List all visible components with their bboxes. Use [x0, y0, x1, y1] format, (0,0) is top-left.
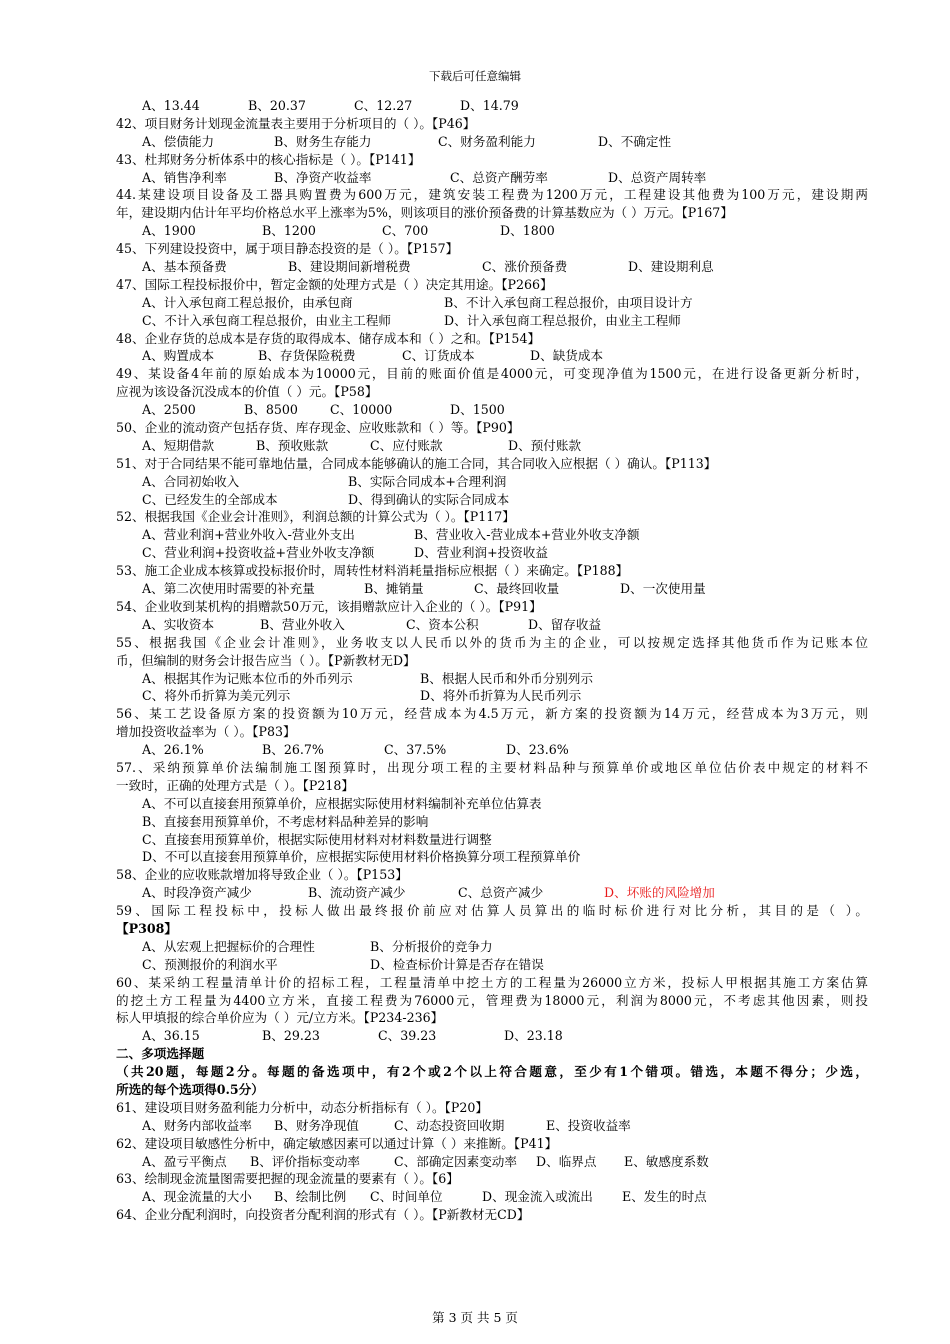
question-line-wrapped: 60、某采纳工程量清单计价的招标工程，工程量清单中挖土方的工程量为26000立方米，投标人甲根据其施工方案估算 [116, 974, 868, 990]
question-line: 年，建设期内估计年平均价格总水平上涨率为5%，则该项目的涨价预备费的计算基数应为（ ）万元。【P167】 [116, 205, 733, 221]
question-line: 应视为该设备沉没成本的价值（ ）元。【P58】 [116, 384, 378, 400]
option-item: C、39.23 [378, 1028, 437, 1044]
option-item: E、发生的时点 [622, 1189, 707, 1205]
option-item: A、合同初始收入 [142, 473, 240, 489]
question-line: 【P308】 [116, 920, 177, 936]
question-line: 45、下列建设投资中，属于项目静态投资的是（ ）。【P157】 [116, 241, 459, 257]
option-item: D、现金流入或流出 [482, 1189, 593, 1205]
option-item: A、第二次使用时需要的补充量 [142, 581, 315, 597]
option-item: D、不可以直接套用预算单价，应根据实际使用材料价格换算分项工程预算单价 [142, 849, 581, 865]
question-line-wrapped: 49、某设备4年前的原始成本为10000元，目前的账面价值是4000元，可变现净值为1500元，在进行设备更新分析时， [116, 366, 868, 382]
option-item: D、留存收益 [528, 616, 602, 632]
option-item: B、营业外收入 [260, 616, 345, 632]
option-item: A、计入承包商工程总报价，由承包商 [142, 294, 353, 310]
option-item: A、2500 [142, 402, 196, 418]
question-line: 42、项目财务计划现金流量表主要用于分析项目的（ ）。【P46】 [116, 115, 476, 131]
option-item: C、已经发生的全部成本 [142, 491, 278, 507]
option-item: B、建设期间新增税费 [288, 259, 411, 275]
option-row [116, 831, 868, 849]
question-content [116, 97, 868, 1224]
option-item: C、财务盈利能力 [438, 133, 536, 149]
option-item: B、存货保险税费 [258, 348, 356, 364]
question-line: 58、企业的应收账款增加将导致企业（ ）。【P153】 [116, 867, 408, 883]
option-row [116, 491, 868, 509]
option-row [116, 1153, 868, 1171]
option-row [116, 294, 868, 312]
option-item: D、预付账款 [508, 437, 582, 453]
option-item: B、29.23 [262, 1028, 320, 1044]
option-item: D、不确定性 [598, 133, 672, 149]
option-item: C、资本公积 [406, 616, 479, 632]
question-line: 标人甲填报的综合单价应为（ ）元/立方米。【P234-236】 [116, 1010, 444, 1026]
option-item: B、营业收入-营业成本+营业外收支净额 [414, 527, 640, 543]
option-item: A、偿债能力 [142, 133, 215, 149]
question-line: 二、多项选择题 [116, 1046, 205, 1062]
option-row [116, 741, 868, 759]
option-item: B、评价指标变动率 [250, 1153, 361, 1169]
option-item: D、将外币折算为人民币列示 [420, 688, 582, 704]
option-item: A、销售净利率 [142, 169, 227, 185]
option-row [116, 670, 868, 688]
option-item: B、实际合同成本+合理利润 [348, 473, 507, 489]
option-item: D、缺货成本 [530, 348, 604, 364]
question-line: 所选的每个选项得0.5分） [116, 1081, 264, 1097]
option-item: C、总资产减少 [458, 885, 544, 901]
option-row [116, 687, 868, 705]
option-row [116, 813, 868, 831]
question-line: 一致时，正确的处理方式是（ ）。【P218】 [116, 777, 355, 793]
question-line: 53、施工企业成本核算或投标报价时，周转性材料消耗量指标应根据（ ）来确定。【P188】 [116, 563, 629, 579]
option-item: A、购置成本 [142, 348, 215, 364]
option-item: B、根据人民币和外币分别列示 [420, 670, 593, 686]
option-item: E、投资收益率 [546, 1117, 631, 1133]
option-item: D、23.6% [506, 742, 569, 758]
option-item: D、坏账的风险增加 [604, 885, 715, 901]
question-line-wrapped: 56、某工艺设备原方案的投资额为10万元，经营成本为4.5万元，新方案的投资额为14万元，经营成本为3万元，则 [116, 706, 868, 722]
question-line: 43、杜邦财务分析体系中的核心指标是（ ）。【P141】 [116, 151, 421, 167]
option-item: B、直接套用预算单价，不考虑材料品种差异的影响 [142, 813, 429, 829]
option-item: C、不计入承包商工程总报价，由业主工程师 [142, 312, 391, 328]
option-item: A、从宏观上把握标价的合理性 [142, 938, 315, 954]
option-row [116, 580, 868, 598]
option-item: D、23.18 [504, 1028, 563, 1044]
option-item: A、时段净资产减少 [142, 885, 252, 901]
option-item: D、总资产周转率 [608, 169, 707, 185]
question-line: 币，但编制的财务会计报告应当（ ）。【P新教材无D】 [116, 652, 416, 668]
option-row [116, 616, 868, 634]
question-line-wrapped: 57.、采纳预算单价法编制施工图预算时，出现分项工程的主要材料品种与预算单价或地区单位估价表中规定的材料不 [116, 759, 868, 775]
option-item: C、10000 [330, 402, 393, 418]
option-row [116, 401, 868, 419]
option-item: B、分析报价的竞争力 [370, 938, 493, 954]
question-line-wrapped: 59、国际工程投标中，投标人做出最终报价前应对估算人员算出的临时标价进行对比分析，其目的是（ ）。 [116, 903, 868, 919]
option-item: D、1500 [450, 402, 505, 418]
option-item: D、营业利润+投资收益 [414, 545, 548, 561]
option-item: B、1200 [262, 223, 316, 239]
question-line: 52、根据我国《企业会计准则》，利润总额的计算公式为（ ）。【P117】 [116, 509, 515, 525]
option-item: C、订货成本 [402, 348, 475, 364]
question-line: 63、绘制现金流量图需要把握的现金流量的要素有（ ）。【6】 [116, 1171, 459, 1187]
option-item: A、26.1% [142, 742, 204, 758]
option-item: C、营业利润+投资收益+营业外收支净额 [142, 545, 375, 561]
option-item: C、将外币折算为美元列示 [142, 688, 291, 704]
option-item: C、预测报价的利润水平 [142, 956, 278, 972]
option-row [116, 312, 868, 330]
option-item: D、检查标价计算是否存在错误 [370, 956, 544, 972]
option-row [116, 1188, 868, 1206]
question-line: 47、国际工程投标报价中，暂定金额的处理方式是（ ）决定其用途。【P266】 [116, 276, 553, 292]
question-line: 51、对于合同结果不能可靠地估量，合同成本能够确认的施工合同，其合同收入应根据（ ）确认。【P113】 [116, 455, 717, 471]
option-item: A、根据其作为记账本位币的外币列示 [142, 670, 353, 686]
option-item: A、不可以直接套用预算单价，应根据实际使用材料编制补充单位估算表 [142, 795, 542, 811]
question-line: 64、企业分配利润时，向投资者分配利润的形式有（ ）。【P新教材无CD】 [116, 1207, 530, 1223]
option-row [116, 222, 868, 240]
option-item: D、建设期利息 [628, 259, 714, 275]
question-line: 50、企业的流动资产包括存货、库存现金、应收账款和（ ）等。【P90】 [116, 420, 520, 436]
option-item: B、财务净现值 [274, 1117, 359, 1133]
option-item: B、8500 [244, 402, 298, 418]
option-item: C、总资产酬劳率 [450, 169, 548, 185]
option-row [116, 795, 868, 813]
option-item: B、流动资产减少 [308, 885, 406, 901]
option-item: B、预收账款 [256, 437, 329, 453]
option-row [116, 938, 868, 956]
option-item: B、财务生存能力 [274, 133, 372, 149]
option-item: A、1900 [142, 223, 196, 239]
option-row [116, 956, 868, 974]
option-item: B、绘制比例 [274, 1189, 347, 1205]
option-item: C、700 [382, 223, 429, 239]
option-row [116, 526, 868, 544]
option-row [116, 258, 868, 276]
option-item: A、基本预备费 [142, 259, 227, 275]
option-item: C、直接套用预算单价，根据实际使用材料对材料数量进行调整 [142, 831, 492, 847]
option-item: D、1800 [500, 223, 555, 239]
option-item: C、部确定因素变动率 [394, 1153, 517, 1169]
option-row [116, 97, 868, 115]
question-line: 增加投资收益率为（ ）。【P83】 [116, 724, 296, 740]
option-item: D、计入承包商工程总报价，由业主工程师 [444, 312, 681, 328]
option-row [116, 1117, 868, 1135]
option-item: A、现金流量的大小 [142, 1189, 252, 1205]
option-item: D、得到确认的实际合同成本 [348, 491, 510, 507]
question-line: 54、企业收到某机构的捐赠款50万元，该捐赠款应计入企业的（ ）。【P91】 [116, 598, 542, 614]
question-line-wrapped: 的挖土方工程量为4400立方米，直接工程费为76000元，管理费为18000元，利润为8000元，不考虑其他因素，则投 [116, 992, 868, 1008]
page-header: 下载后可任意编辑 [429, 69, 521, 83]
option-item: A、实收资本 [142, 616, 215, 632]
option-item: B、26.7% [262, 742, 324, 758]
option-item: C、应付账款 [370, 437, 443, 453]
option-row [116, 1027, 868, 1045]
question-line-wrapped: 44.某建设项目设备及工器具购置费为600万元，建筑安装工程费为1200万元，工程建设其他费为100万元，建设期两 [116, 187, 868, 203]
option-item: A、短期借款 [142, 437, 215, 453]
option-item: C、时间单位 [370, 1189, 443, 1205]
option-item: C、37.5% [384, 742, 447, 758]
page-footer: 第 3 页 共 5 页 [432, 1310, 518, 1325]
option-item: A、盈亏平衡点 [142, 1153, 227, 1169]
option-item: B、摊销量 [364, 581, 424, 597]
option-row [116, 544, 868, 562]
option-item: D、14.79 [460, 98, 519, 113]
option-item: C、12.27 [354, 98, 413, 113]
option-row [116, 133, 868, 151]
option-item: C、涨价预备费 [482, 259, 568, 275]
option-item: B、20.37 [248, 98, 306, 113]
option-item: B、不计入承包商工程总报价，由项目设计方 [444, 294, 693, 310]
option-item: A、13.44 [142, 98, 200, 113]
option-item: A、财务内部收益率 [142, 1117, 252, 1133]
option-item: C、动态投资回收期 [394, 1117, 505, 1133]
option-row [116, 437, 868, 455]
option-row [116, 169, 868, 187]
question-line: 48、企业存货的总成本是存货的取得成本、储存成本和（ ）之和。【P154】 [116, 330, 541, 346]
option-item: D、一次使用量 [620, 581, 706, 597]
option-row [116, 848, 868, 866]
option-row [116, 473, 868, 491]
option-item: C、最终回收量 [474, 581, 560, 597]
option-item: A、营业利润+营业外收入-营业外支出 [142, 527, 355, 543]
option-item: E、敏感度系数 [624, 1153, 709, 1169]
option-item: B、净资产收益率 [274, 169, 372, 185]
option-row [116, 347, 868, 365]
question-line: 62、建设项目敏感性分析中，确定敏感因素可以通过计算（ ）来推断。【P41】 [116, 1135, 558, 1151]
question-line: 61、建设项目财务盈利能力分析中，动态分析指标有（ ）。【P20】 [116, 1099, 488, 1115]
option-item: D、临界点 [536, 1153, 597, 1169]
question-line-wrapped: 55、根据我国《企业会计准则》，业务收支以人民币以外的货币为主的企业，可以按规定选择其他货币作为记账本位 [116, 634, 868, 650]
option-item: A、36.15 [142, 1028, 200, 1044]
option-row [116, 884, 868, 902]
question-line-wrapped: （共20题，每题2分。每题的备选项中，有2个或2个以上符合题意，至少有1个错项。错选，本题不得分；少选， [116, 1064, 868, 1080]
